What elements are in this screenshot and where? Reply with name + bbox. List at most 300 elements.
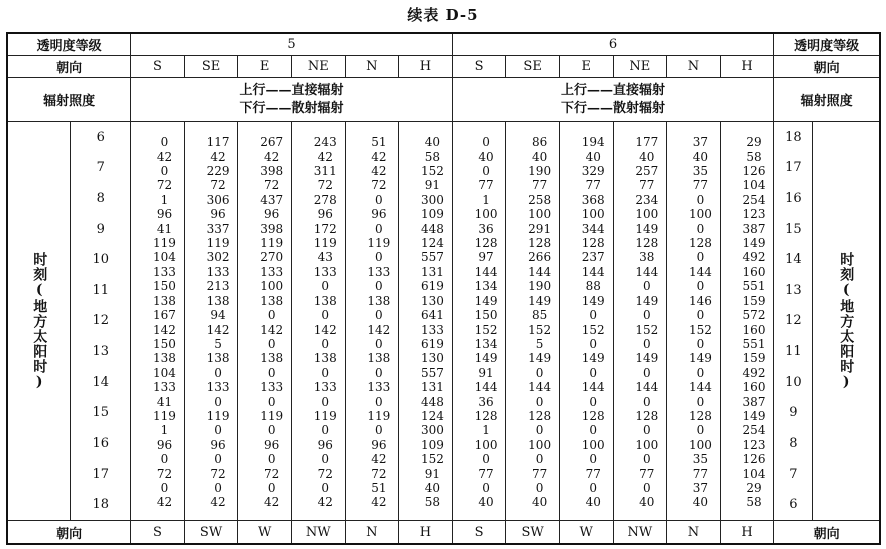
data-value: 42 [264,495,280,510]
dir-bottom-4: N [345,521,399,545]
data-value: 0 [160,452,169,467]
data-value: 0 [375,336,383,351]
data-value: 0 [321,336,330,351]
data-value: 72 [264,178,280,193]
data-value: 77 [478,178,494,193]
data-value: 0 [535,452,544,467]
data-value: 144 [635,264,659,279]
time-label-left-cell [7,122,71,521]
data-value: 142 [206,322,230,337]
data-value: 0 [589,452,598,467]
data-value: 119 [153,236,176,251]
data-value: 551 [742,279,766,294]
data-value: 133 [153,380,176,395]
data-value: 448 [420,221,444,236]
data-value: 142 [153,322,176,337]
data-value: 91 [424,178,441,193]
data-value: 254 [742,423,766,438]
data-value: 42 [371,452,387,467]
data-value: 77 [585,178,601,193]
data-value: 128 [688,236,712,251]
data-value: 149 [474,351,498,366]
data-value: 0 [321,308,330,323]
time-label-right: 时刻(地方太阳时) [838,251,855,391]
data-value: 123 [742,437,766,452]
hour-label: 11 [92,282,110,298]
data-value: 0 [267,423,276,438]
data-value: 551 [742,336,766,351]
hour-label: 7 [96,160,105,176]
data-value: 138 [206,351,230,366]
data-value: 144 [688,264,712,279]
data-value: 302 [206,250,230,265]
data-value: 96 [156,437,173,452]
hour-label: 17 [92,466,110,482]
dir-bottom-0: S [131,521,185,545]
data-value: 35 [692,164,709,179]
data-value: 40 [424,480,441,495]
data-value: 128 [581,236,605,251]
dir-bottom-9: NW [613,521,667,545]
data-value: 144 [581,264,605,279]
data-value: 398 [260,221,284,236]
data-value: 42 [317,495,333,510]
data-value: 126 [742,452,766,467]
dir-top-9: NE [613,56,667,78]
data-value: 0 [642,423,651,438]
data-value: 300 [420,423,444,438]
data-value: 0 [696,423,705,438]
data-value: 0 [321,279,330,294]
dir-top-3: NE [291,56,345,78]
data-value: 172 [313,221,337,236]
data-value: 149 [742,236,766,251]
data-value: 119 [260,236,284,251]
data-value: 40 [478,149,494,164]
data-value: 492 [742,365,766,380]
data-value: 35 [692,452,709,467]
data-value: 0 [267,480,276,495]
data-value: 0 [321,423,330,438]
data-value: 557 [420,365,444,380]
data-value: 138 [367,351,391,366]
data-value: 100 [635,207,659,222]
data-value: 119 [313,408,337,423]
data-value: 0 [696,250,705,265]
dir-top-8: E [559,56,613,78]
transparency-level-6: 6 [452,33,774,56]
data-value: 138 [260,293,284,308]
hours-left [71,122,130,520]
dir-top-7: SE [506,56,560,78]
hour-label: 15 [785,221,802,237]
data-value: 0 [160,164,169,179]
data-value: 0 [375,250,383,265]
data-value: 97 [478,250,494,265]
data-value: 0 [321,394,330,409]
data-value: 128 [528,408,552,423]
hours-left-cell [71,122,131,521]
time-label-right-cell [813,122,880,521]
data-value: 0 [482,164,490,179]
data-value: 337 [206,221,230,236]
data-value: 0 [696,221,705,236]
data-value: 133 [206,380,230,395]
data-value: 398 [260,164,284,179]
data-value: 128 [474,408,498,423]
data-value: 144 [528,264,552,279]
orientation-row-bottom [7,521,880,545]
hour-label: 12 [785,313,802,329]
hour-label: 14 [92,374,110,390]
data-value: 0 [375,394,383,409]
data-value: 134 [474,279,498,294]
data-value: 149 [581,351,605,366]
data-value: 160 [742,322,766,337]
data-value: 40 [639,495,655,510]
data-value: 144 [688,380,712,395]
data-value: 144 [474,264,498,279]
dir-top-11: H [720,56,774,78]
data-value: 119 [367,408,391,423]
data-value: 619 [420,336,444,351]
transparency-level-5: 5 [131,33,453,56]
data-value: 133 [153,264,176,279]
data-value: 88 [585,279,601,294]
data-value: 0 [214,480,222,495]
data-value: 40 [585,149,601,164]
hour-label: 13 [92,344,110,360]
hour-label: 12 [92,313,110,329]
dir-top-0: S [131,56,185,78]
data-value: 72 [210,466,226,481]
data-value: 124 [420,236,444,251]
data-value: 144 [474,380,498,395]
data-value: 124 [420,408,444,423]
data-value: 72 [156,178,173,193]
data-value: 40 [585,495,601,510]
data-value: 58 [424,495,441,510]
data-value: 1 [482,192,490,207]
data-value: 42 [210,495,226,510]
data-value: 42 [264,149,280,164]
data-value: 5 [214,336,222,351]
data-value: 0 [375,308,383,323]
data-value: 96 [156,207,173,222]
data-value: 0 [642,394,651,409]
data-value: 133 [313,264,337,279]
legend-lower-left: 下行——散射辐射 [239,100,344,116]
orientation-row-top [7,56,880,78]
data-value: 0 [696,365,705,380]
data-value: 0 [375,221,383,236]
data-value: 119 [313,236,337,251]
data-value: 128 [474,236,498,251]
dir-bottom-8: W [559,521,613,545]
data-value: 138 [153,293,176,308]
data-value: 144 [581,380,605,395]
data-value: 0 [321,480,330,495]
data-value: 133 [206,264,230,279]
data-value: 0 [589,423,598,438]
data-value: 86 [531,135,548,150]
data-value: 0 [696,192,705,207]
dir-bottom-1: SW [184,521,238,545]
data-value: 36 [478,394,494,409]
data-value: 104 [153,250,176,265]
dir-top-5: H [399,56,453,78]
data-value: 100 [474,207,498,222]
data-value: 0 [267,452,276,467]
data-value: 77 [692,466,709,481]
data-value: 0 [160,135,169,150]
data-value: 152 [474,322,498,337]
transparency-label-left: 透明度等级 [7,33,131,56]
hour-label: 16 [785,191,802,207]
data-value: 142 [367,322,391,337]
data-value: 267 [260,135,284,150]
hour-label: 7 [789,466,798,482]
data-value: 190 [528,164,552,179]
data-value: 133 [260,264,284,279]
data-value: 130 [420,351,444,366]
data-value: 123 [742,207,766,222]
data-value: 0 [696,394,705,409]
data-value: 254 [742,192,766,207]
data-value: 126 [742,164,766,179]
dir-top-2: E [238,56,292,78]
data-value: 0 [696,279,705,294]
data-value: 51 [371,480,387,495]
data-value: 641 [420,308,444,323]
data-value: 152 [528,322,552,337]
data-value: 130 [420,293,444,308]
data-value: 0 [535,423,544,438]
data-value: 149 [742,408,766,423]
data-value: 119 [153,408,176,423]
data-value: 0 [535,480,544,495]
irradiance-label-left: 辐射照度 [7,78,131,122]
data-value: 152 [635,322,659,337]
data-value: 133 [367,380,391,395]
data-value: 0 [642,336,651,351]
data-value: 72 [264,466,280,481]
data-value: 96 [317,437,333,452]
data-value: 58 [746,149,762,164]
dir-top-4: N [345,56,399,78]
data-value: 40 [692,149,709,164]
hour-label: 18 [785,129,802,145]
hour-label: 6 [96,129,105,145]
data-value: 0 [535,394,544,409]
data-value: 72 [371,466,387,481]
data-value: 109 [420,207,444,222]
data-value: 159 [742,351,766,366]
data-value: 40 [478,495,494,510]
orientation-label-bottom-right: 朝向 [774,521,880,545]
data-value: 0 [589,308,598,323]
data-value: 72 [371,178,387,193]
data-value: 104 [742,466,766,481]
data-value: 213 [206,279,230,294]
data-value: 119 [206,236,230,251]
data-value: 229 [206,164,230,179]
data-value: 96 [371,207,387,222]
data-value: 100 [688,207,712,222]
data-value: 77 [478,466,494,481]
data-value: 0 [482,135,490,150]
data-value: 0 [642,365,651,380]
data-value: 0 [267,308,276,323]
data-value: 0 [375,423,383,438]
data-value: 0 [267,394,276,409]
data-value: 138 [367,293,391,308]
data-value: 96 [371,437,387,452]
data-value: 77 [531,466,548,481]
dir-bottom-5: H [399,521,453,545]
data-value: 138 [206,293,230,308]
data-value: 119 [206,408,230,423]
data-value: 133 [313,380,337,395]
data-value: 243 [313,135,337,150]
data-value: 387 [742,221,766,236]
data-value: 0 [482,480,490,495]
data-value: 100 [260,279,284,294]
data-value: 0 [267,336,276,351]
orientation-label-bottom-left: 朝向 [7,521,131,545]
table-title: 续表 D-5 [407,6,479,24]
data-value: 133 [420,322,444,337]
data-value: 572 [742,308,766,323]
data-value: 36 [478,221,494,236]
data-row [7,122,880,521]
data-value: 0 [535,365,544,380]
data-value: 448 [420,394,444,409]
data-value: 77 [639,178,655,193]
data-value: 387 [742,394,766,409]
data-value: 41 [156,394,173,409]
data-value: 144 [528,380,552,395]
data-value: 149 [528,293,552,308]
data-value: 42 [371,164,387,179]
data-value: 152 [688,322,712,337]
data-value: 619 [420,279,444,294]
data-value: 258 [528,192,552,207]
data-value: 96 [264,437,280,452]
data-value: 266 [528,250,552,265]
data-value: 128 [528,236,552,251]
data-value: 190 [528,279,552,294]
dir-top-1: SE [184,56,238,78]
data-value: 492 [742,250,766,265]
legend-upper-right: 上行——直接辐射 [561,82,666,98]
data-value: 0 [321,452,330,467]
data-value: 149 [688,351,712,366]
data-value: 138 [260,351,284,366]
data-value: 167 [153,308,176,323]
dir-top-10: N [667,56,721,78]
data-value: 0 [482,452,490,467]
data-value: 43 [317,250,333,265]
data-value: 37 [692,135,709,150]
orientation-label-left: 朝向 [7,56,131,78]
dir-bottom-10: N [667,521,721,545]
hour-label: 17 [785,160,802,176]
data-value: 91 [424,466,441,481]
data-value: 72 [317,178,333,193]
data-value: 117 [206,135,230,150]
data-value: 300 [420,192,444,207]
data-value: 152 [420,452,444,467]
data-value: 40 [692,495,709,510]
data-value: 131 [420,380,444,395]
data-value: 72 [317,466,333,481]
data-value: 0 [696,336,705,351]
data-column-9 [613,122,667,521]
data-value: 159 [742,293,766,308]
hour-label: 11 [785,344,802,360]
data-column-11 [720,122,774,521]
data-value: 77 [692,178,709,193]
data-value: 142 [313,322,337,337]
data-value: 91 [478,365,494,380]
data-value: 96 [210,207,226,222]
hour-label: 8 [96,191,105,207]
data-value: 42 [210,149,226,164]
data-value: 100 [635,437,659,452]
data-value: 146 [688,293,712,308]
data-column-4 [345,122,399,521]
data-value: 96 [210,437,226,452]
data-value: 134 [474,336,498,351]
data-value: 138 [153,351,176,366]
data-value: 0 [214,365,222,380]
data-value: 149 [528,351,552,366]
time-label-left: 时刻(地方太阳时) [31,251,48,391]
data-value: 100 [688,437,712,452]
legend-lower-right: 下行——散射辐射 [561,100,666,116]
data-column-7 [506,122,560,521]
data-value: 72 [210,178,226,193]
data-value: 368 [581,192,605,207]
data-value: 100 [528,437,552,452]
data-column-3 [291,122,345,521]
data-value: 128 [635,236,659,251]
hours-right-cell [774,122,813,521]
hour-label: 13 [785,282,802,298]
data-value: 109 [420,437,444,452]
data-value: 138 [313,351,337,366]
data-value: 42 [156,149,173,164]
data-value: 133 [260,380,284,395]
irradiance-legend-right [452,78,774,122]
data-value: 557 [420,250,444,265]
hour-label: 6 [789,497,798,513]
irradiance-legend-left [131,78,453,122]
data-value: 160 [742,380,766,395]
dir-bottom-3: NW [291,521,345,545]
data-value: 306 [206,192,230,207]
data-value: 42 [371,495,387,510]
data-value: 311 [313,164,337,179]
data-value: 104 [153,365,176,380]
irradiance-table [6,32,881,545]
irradiance-label-right: 辐射照度 [774,78,880,122]
data-value: 104 [742,178,766,193]
data-value: 29 [746,480,762,495]
data-value: 234 [635,192,659,207]
data-value: 119 [260,408,284,423]
